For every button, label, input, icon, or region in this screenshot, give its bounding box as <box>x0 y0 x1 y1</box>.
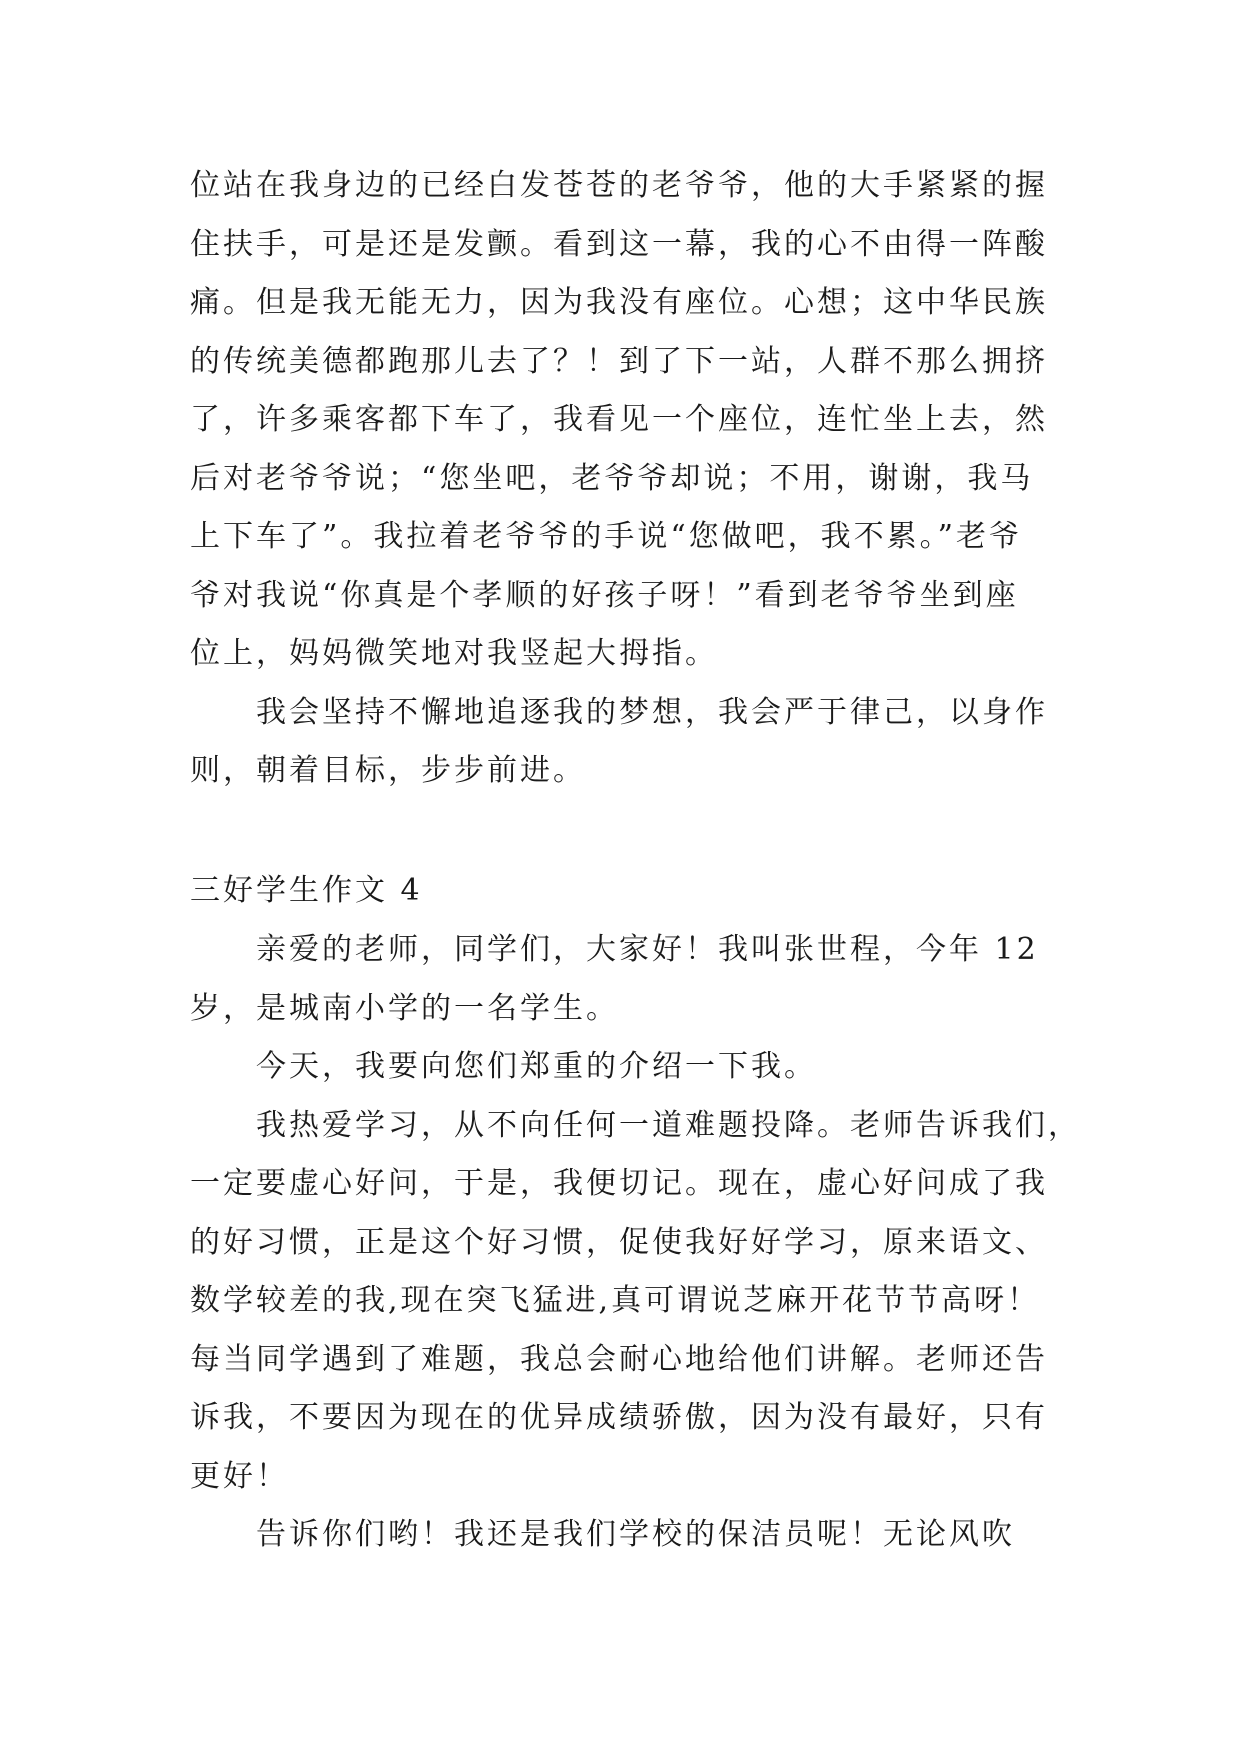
text-line: 爷对我说“你真是个孝顺的好孩子呀！”看到老爷爷坐到座 <box>190 577 1019 613</box>
text-line: 数学较差的我,现在突飞猛进,真可谓说芝麻开花节节高呀！ <box>190 1283 1041 1318</box>
text-line: 一定要虚心好问，于是，我便切记。现在，虚心好问成了我 <box>190 1166 1048 1201</box>
text-line-paragraph-start: 我热爱学习，从不向任何一道难题投降。老师告诉我们， <box>256 1107 1081 1143</box>
text-line: 住扶手，可是还是发颤。看到这一幕，我的心不由得一阵酸 <box>190 226 1048 262</box>
text-line: 更好！ <box>190 1458 289 1494</box>
text-line: 了，许多乘客都下车了，我看见一个座位，连忙坐上去，然 <box>190 402 1048 437</box>
text-line: 痛。但是我无能无力，因为我没有座位。心想；这中华民族 <box>190 285 1048 320</box>
text-line-paragraph-start: 告诉你们哟！我还是我们学校的保洁员呢！无论风吹 <box>256 1517 1015 1552</box>
text-line: 的好习惯，正是这个好习惯，促使我好好学习，原来语文、 <box>190 1224 1048 1260</box>
text-line: 后对老爷爷说；“您坐吧，老爷爷却说；不用，谢谢，我马 <box>190 460 1034 496</box>
text-line: 的传统美德都跑那儿去了？！到了下一站，人群不那么拥挤 <box>190 343 1048 379</box>
text-line: 则，朝着目标，步步前进。 <box>190 753 586 788</box>
paragraph-block-story <box>190 157 1050 801</box>
text-line-paragraph-start: 今天，我要向您们郑重的介绍一下我。 <box>256 1049 817 1084</box>
section-heading: 三好学生作文 4 <box>190 873 423 908</box>
text-line-paragraph-start: 亲爱的老师，同学们，大家好！我叫张世程，今年 12 <box>256 932 1039 967</box>
text-line: 岁，是城南小学的一名学生。 <box>190 990 619 1026</box>
text-line: 诉我，不要因为现在的优异成绩骄傲，因为没有最好，只有 <box>190 1400 1048 1435</box>
paragraph-block-essay-4 <box>190 921 1081 1565</box>
text-line: 每当同学遇到了难题，我总会耐心地给他们讲解。老师还告 <box>190 1341 1048 1377</box>
text-line-paragraph-start: 我会坚持不懈地追逐我的梦想，我会严于律己，以身作 <box>256 694 1048 730</box>
text-line: 位上，妈妈微笑地对我竖起大拇指。 <box>190 636 718 671</box>
text-line: 上下车了”。我拉着老爷爷的手说“您做吧，我不累。”老爷 <box>190 519 1023 554</box>
text-line: 位站在我身边的已经白发苍苍的老爷爷，他的大手紧紧的握 <box>190 168 1048 203</box>
